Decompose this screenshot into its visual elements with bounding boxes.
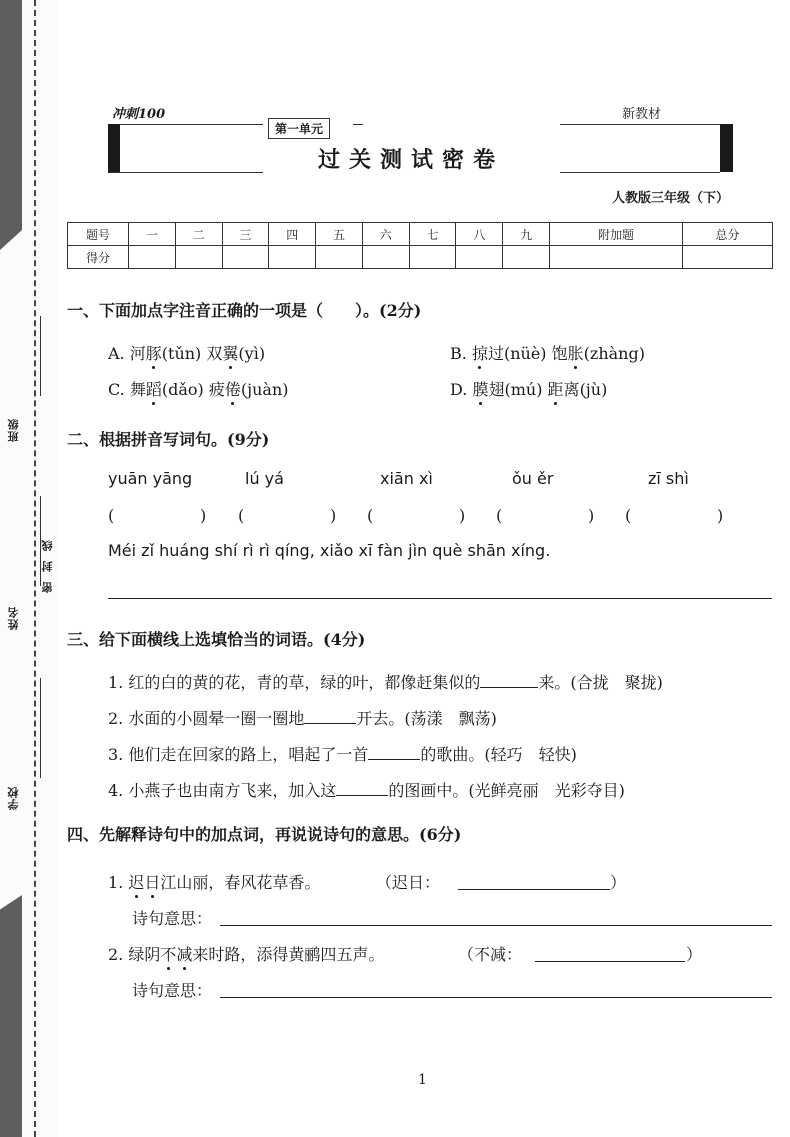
option-label: A. xyxy=(108,344,125,363)
row-header-score: 得分 xyxy=(68,246,129,269)
pinyin-word: yuān yāng xyxy=(108,469,193,488)
col-header: 七 xyxy=(409,223,456,246)
dotted-char: 迟 xyxy=(128,870,144,893)
pinyin: (nüè) xyxy=(503,344,547,363)
score-cell[interactable] xyxy=(550,246,683,269)
pinyin: (zhàng) xyxy=(583,344,645,363)
dotted-char: 翼 xyxy=(222,341,238,364)
col-header: 三 xyxy=(222,223,269,246)
q3-item-4 xyxy=(108,778,625,801)
answer-box-close: ) xyxy=(200,506,207,525)
item-text: 3. 他们走在回家的路上，唱起了一首 xyxy=(108,745,369,764)
header-rule-right-bottom xyxy=(560,172,720,173)
header-bar-left xyxy=(108,124,120,172)
q4-item-2 xyxy=(108,942,384,965)
score-cell[interactable] xyxy=(409,246,456,269)
col-header: 五 xyxy=(316,223,363,246)
pinyin-word: lú yá xyxy=(245,469,284,488)
name-label: 姓名 xyxy=(7,606,20,630)
dotted-char: 减 xyxy=(176,942,192,965)
item-text: 1. 红的白的黄的花，青的草，绿的叶，都像赶集似的 xyxy=(108,673,481,692)
dotted-char: 距 xyxy=(548,377,564,400)
word: 过 xyxy=(487,344,504,363)
row-header-question: 题号 xyxy=(68,223,129,246)
answer-line[interactable] xyxy=(108,598,772,599)
pinyin: (mú) xyxy=(504,380,543,399)
option-label: B. xyxy=(450,344,467,363)
item-text: 的图画中。(光鲜亮丽 光彩夺目) xyxy=(388,781,625,800)
col-header: 二 xyxy=(175,223,222,246)
word: 翅 xyxy=(488,380,505,399)
q1-option-a[interactable] xyxy=(108,341,265,364)
fill-blank[interactable] xyxy=(368,745,420,760)
school-label: 学校 xyxy=(7,786,20,810)
meaning-answer-line[interactable] xyxy=(220,997,772,998)
word-answer-line[interactable] xyxy=(458,889,610,890)
header-rule-right xyxy=(560,124,720,125)
header-rule-left xyxy=(108,124,263,125)
q1-option-d[interactable] xyxy=(450,377,607,400)
class-label: 班级 xyxy=(7,418,20,442)
q2-title: 二、根据拼音写词句。(9分) xyxy=(67,430,270,449)
option-label: C. xyxy=(108,380,125,399)
score-table-row xyxy=(68,246,773,269)
item-number: 2. xyxy=(108,945,124,964)
q4-item-1-close: ） xyxy=(610,873,627,892)
brand-name: 冲刺100 xyxy=(112,107,166,122)
q3-item-1 xyxy=(108,670,663,693)
option-label: D. xyxy=(450,380,468,399)
poem-text: 来时路，添得黄鹂四五声。 xyxy=(192,945,385,964)
fill-blank[interactable] xyxy=(304,709,356,724)
q4-item-2-close: ） xyxy=(686,945,703,964)
pinyin-word: xiān xì xyxy=(380,469,433,488)
header-rule-left-bottom xyxy=(108,172,263,173)
dotted-char: 倦 xyxy=(225,377,241,400)
q4-item-1-hint: （迟日： xyxy=(376,873,441,892)
school-field-line xyxy=(40,678,41,778)
pinyin-sentence: Méi zǐ huáng shí rì rì qíng, xiǎo xī fàn jìn què shān xíng. xyxy=(108,541,551,560)
q4-item-2-hint: （不减： xyxy=(458,945,523,964)
q4-item-1 xyxy=(108,870,320,893)
class-field-line xyxy=(40,316,41,396)
col-header: 九 xyxy=(503,223,550,246)
col-header: 附加题 xyxy=(550,223,683,246)
col-header: 一 xyxy=(129,223,176,246)
score-cell[interactable] xyxy=(683,246,773,269)
answer-box-open[interactable]: ( xyxy=(496,506,503,525)
q3-item-3 xyxy=(108,742,577,765)
dotted-char: 日 xyxy=(144,870,160,893)
answer-box-open[interactable]: ( xyxy=(367,506,374,525)
item-text: 4. 小燕子也由南方飞来，加入这 xyxy=(108,781,337,800)
margin-decoration-top xyxy=(0,0,22,250)
score-cell[interactable] xyxy=(362,246,409,269)
header-bar-right xyxy=(720,124,733,172)
series-label: 新教材 xyxy=(622,107,662,122)
col-header: 四 xyxy=(269,223,316,246)
score-table-row xyxy=(68,223,773,246)
word: 疲 xyxy=(208,380,225,399)
meaning-label: 诗句意思： xyxy=(132,909,213,928)
score-table xyxy=(67,222,773,269)
word: 双 xyxy=(206,344,223,363)
word: 饱 xyxy=(551,344,568,363)
edition-label: 人教版三年级（下） xyxy=(612,191,730,206)
score-cell[interactable] xyxy=(175,246,222,269)
score-cell[interactable] xyxy=(222,246,269,269)
dotted-char: 不 xyxy=(160,942,176,965)
answer-box-open[interactable]: ( xyxy=(238,506,245,525)
pinyin: (tǔn) xyxy=(161,344,202,363)
col-header: 六 xyxy=(362,223,409,246)
margin-decoration-bottom xyxy=(0,895,22,1137)
item-text: 来。(合拢 聚拢) xyxy=(538,673,663,692)
dotted-char: 胀 xyxy=(568,341,584,364)
answer-box-close: ) xyxy=(717,506,724,525)
item-text: 2. 水面的小圆晕一圈一圈地 xyxy=(108,709,305,728)
unit-label: 第一单元 xyxy=(268,118,330,139)
pinyin: (jù) xyxy=(579,380,608,399)
seal-line-label: 密封线 xyxy=(41,530,54,593)
pinyin: (juàn) xyxy=(240,380,289,399)
word: 河 xyxy=(129,344,146,363)
q1-option-c[interactable] xyxy=(108,377,289,400)
pinyin-word: ǒu ěr xyxy=(512,469,554,488)
answer-box-close: ) xyxy=(588,506,595,525)
dotted-char: 膜 xyxy=(472,377,488,400)
poem-text: 江山丽，春风花草香。 xyxy=(160,873,321,892)
pinyin: (yì) xyxy=(238,344,266,363)
answer-box-open[interactable]: ( xyxy=(625,506,632,525)
score-cell[interactable] xyxy=(269,246,316,269)
word-answer-line[interactable] xyxy=(535,961,685,962)
pinyin-word: zī shì xyxy=(648,469,689,488)
item-number: 1. xyxy=(108,873,124,892)
col-header: 总分 xyxy=(683,223,773,246)
q4-title: 四、先解释诗句中的加点词，再说说诗句的意思。(6分) xyxy=(67,825,462,844)
pinyin: (dǎo) xyxy=(161,380,204,399)
fill-blank[interactable] xyxy=(480,673,538,688)
answer-box-close: ) xyxy=(459,506,466,525)
q3-item-2 xyxy=(108,706,497,729)
page-number: 1 xyxy=(418,1072,427,1088)
dotted-char: 豚 xyxy=(146,341,162,364)
score-cell[interactable] xyxy=(316,246,363,269)
score-cell[interactable] xyxy=(129,246,176,269)
header-rule-center xyxy=(353,124,363,125)
q1-option-b[interactable] xyxy=(450,341,645,364)
page-title: 过关测试密卷 xyxy=(318,147,505,173)
item-text: 开去。(荡漾 飘荡) xyxy=(356,709,497,728)
item-text: 的歌曲。(轻巧 轻快) xyxy=(420,745,577,764)
answer-box-open[interactable]: ( xyxy=(108,506,115,525)
q3-title: 三、给下面横线上选填恰当的词语。(4分) xyxy=(67,630,366,649)
answer-box-close: ) xyxy=(330,506,337,525)
cut-line xyxy=(34,0,36,1137)
meaning-answer-line[interactable] xyxy=(220,925,772,926)
meaning-label: 诗句意思： xyxy=(132,981,213,1000)
word: 舞 xyxy=(129,380,146,399)
dotted-char: 掠 xyxy=(472,341,488,364)
dotted-char: 蹈 xyxy=(146,377,162,400)
score-cell[interactable] xyxy=(503,246,550,269)
fill-blank[interactable] xyxy=(336,781,388,796)
col-header: 八 xyxy=(456,223,503,246)
word: 离 xyxy=(563,380,580,399)
score-cell[interactable] xyxy=(456,246,503,269)
q1-title: 一、下面加点字注音正确的一项是（ ）。(2分) xyxy=(67,301,422,320)
poem-text: 绿阴 xyxy=(128,945,161,964)
